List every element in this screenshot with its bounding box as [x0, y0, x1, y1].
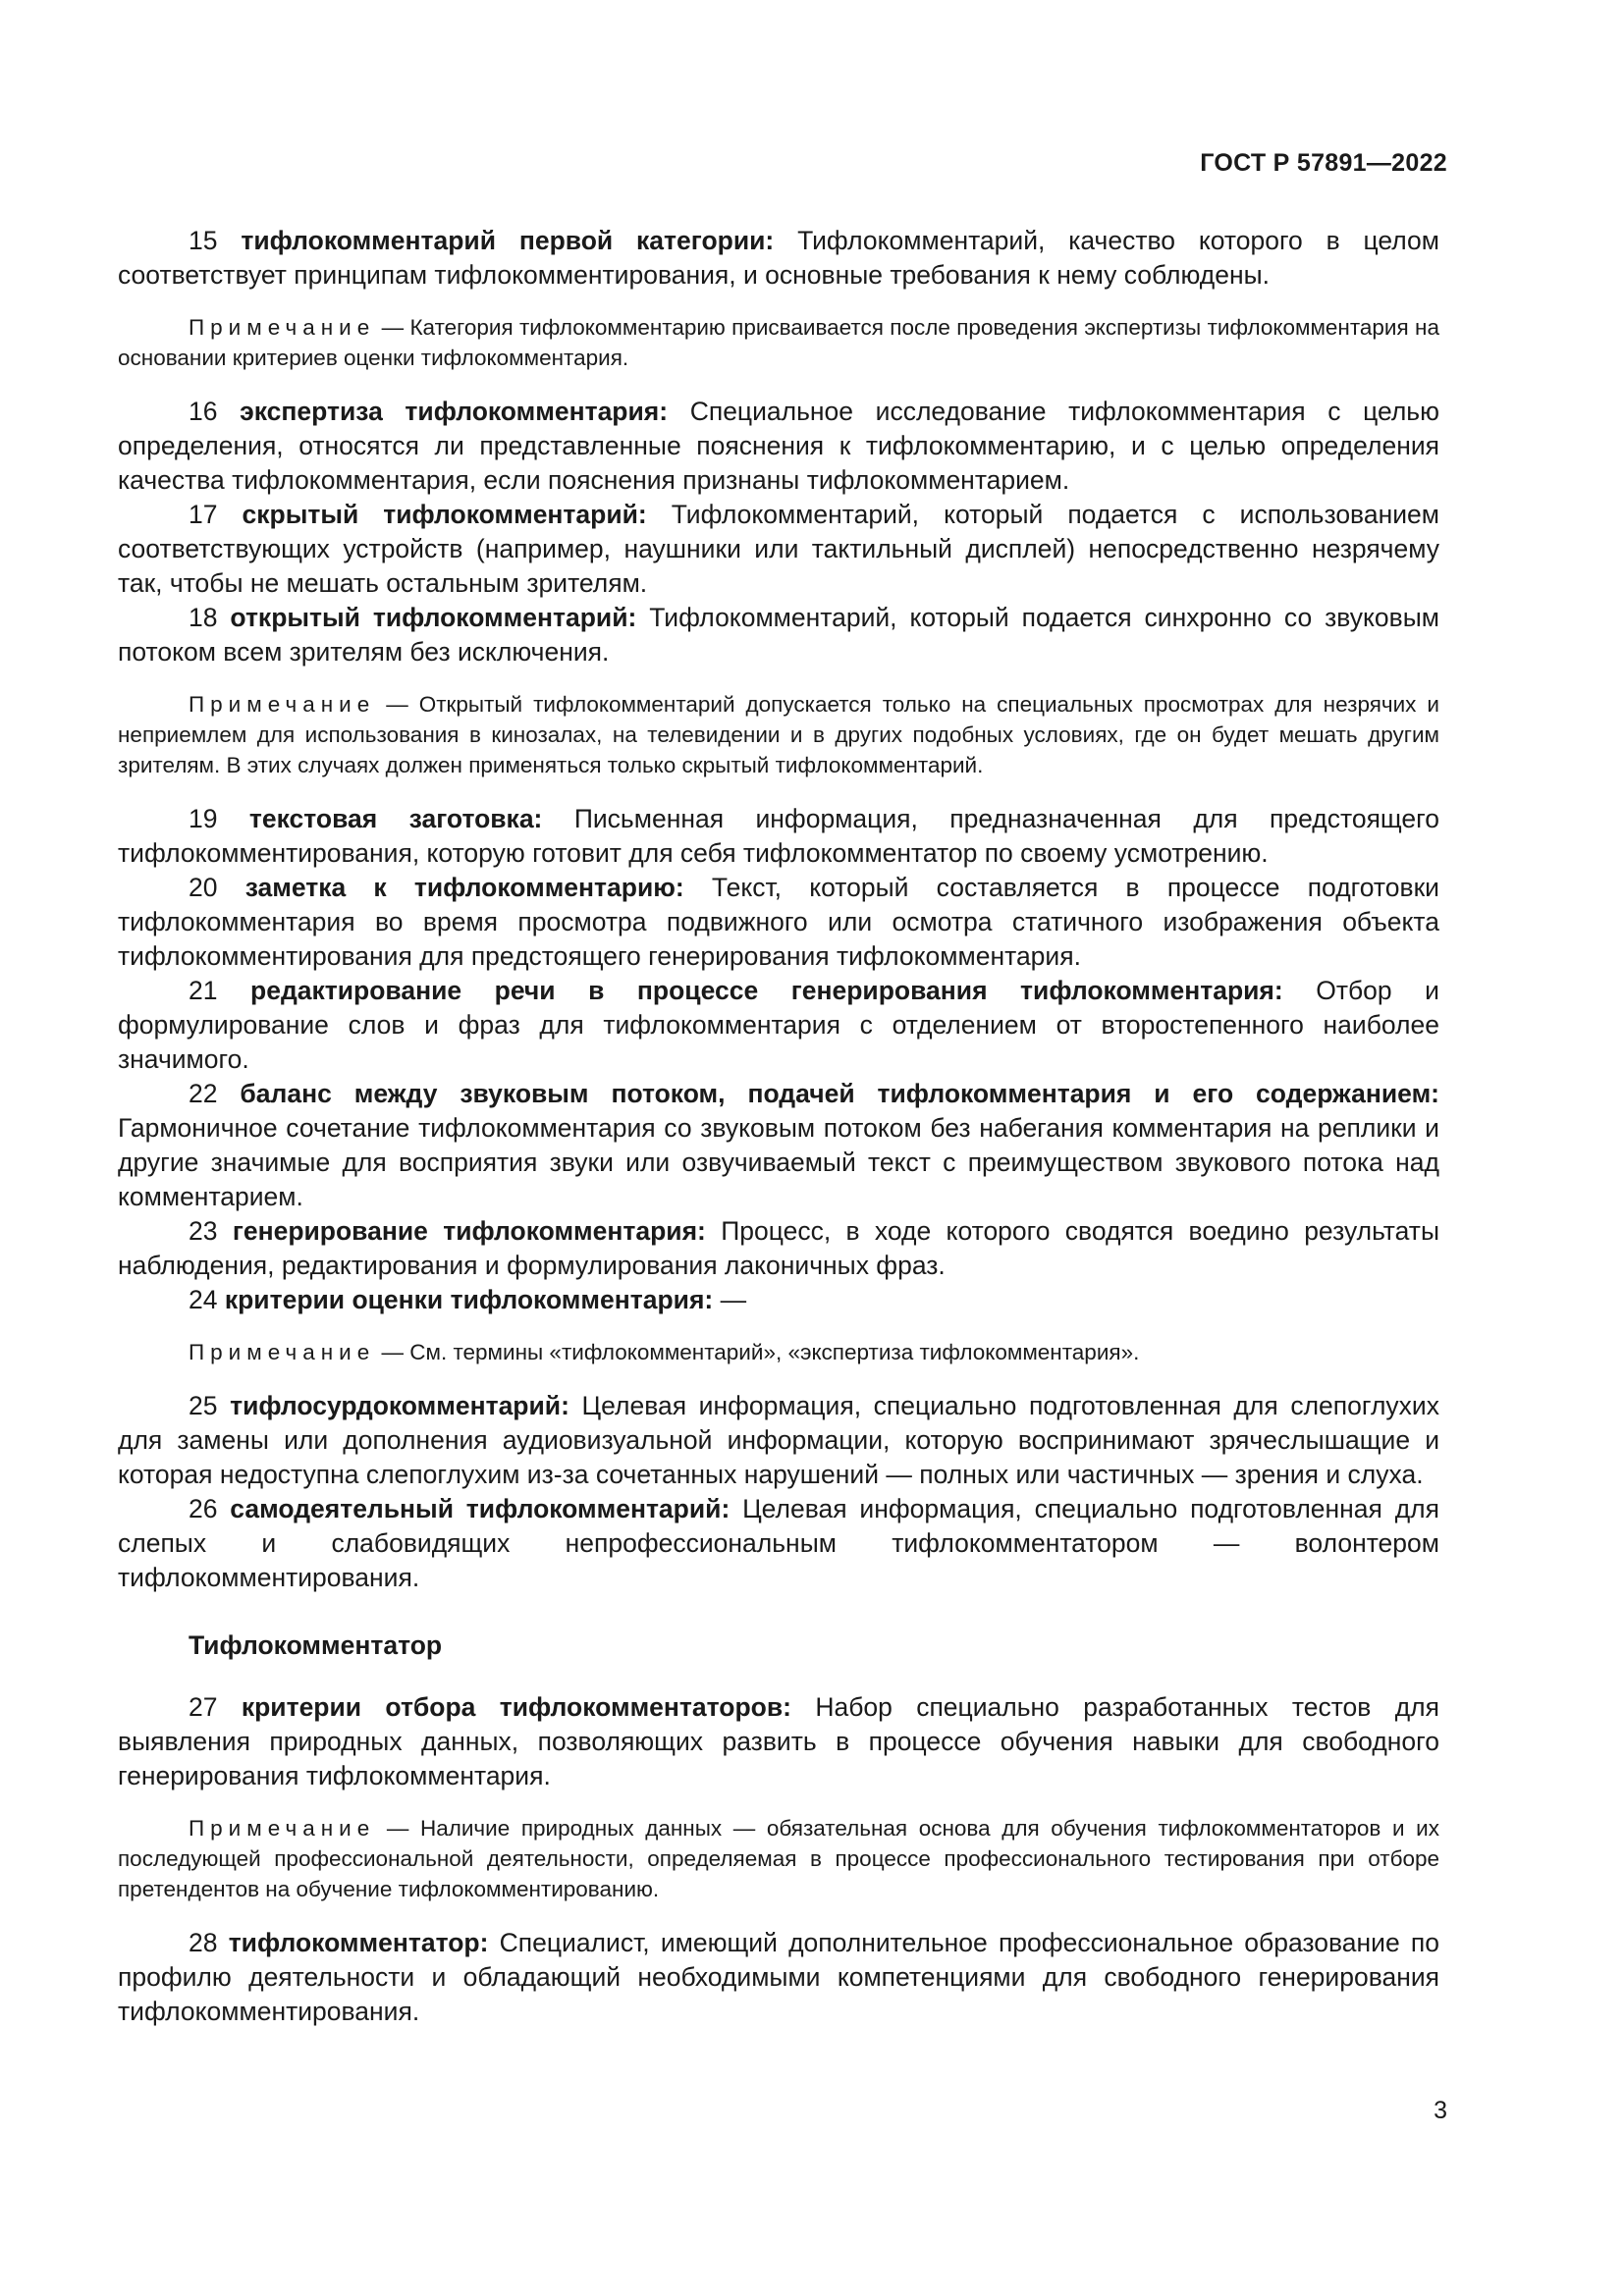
term-definition: Набор специально разработанных тестов для выявления природных данных, позволяющих развить в процессе обучения навыки для свободного генерирования тифлокомментария.: [118, 1692, 1439, 1790]
term-entry-28: [118, 1926, 1439, 2029]
term-number: 17: [189, 500, 218, 529]
note-text: — См. термины «тифлокомментарий», «экспертиза тифлокомментария».: [381, 1340, 1140, 1364]
term-name: заметка к тифлокомментарию:: [244, 873, 684, 902]
note-label: Примечание: [189, 692, 376, 717]
term-number: 20: [189, 873, 218, 902]
term-entry-19: [118, 802, 1439, 871]
term-number: 15: [189, 226, 218, 255]
term-definition: Целевая информация, специально подготовленная для слепоглухих для замены или дополнения аудиовизуальной информации, которую воспринимают зрячеслышащие и которая недоступна слепоглухим из-за сочетанных нарушений — полных или частичных — зрения и слуха.: [118, 1391, 1439, 1489]
term-entry-25: [118, 1389, 1439, 1492]
term-number: 19: [189, 804, 218, 833]
term-name: экспертиза тифлокомментария:: [240, 397, 669, 426]
term-name: текстовая заготовка:: [248, 804, 543, 833]
term-name: самодеятельный тифлокомментарий:: [230, 1494, 731, 1523]
term-name: баланс между звуковым потоком, подачей тифлокомментария и его содержанием:: [240, 1079, 1439, 1108]
term-entry-26: [118, 1492, 1439, 1595]
term-number: 28: [189, 1928, 218, 1957]
document-id-header: ГОСТ Р 57891—2022: [1200, 149, 1447, 177]
term-entry-18: [118, 601, 1439, 669]
term-name: тифлокомментарий первой категории:: [241, 226, 775, 255]
term-definition: Письменная информация, предназначенная для предстоящего тифлокомментирования, которую готовит для себя тифлокомментатор по своему усмотрению.: [118, 804, 1439, 868]
note-label: Примечание: [189, 1340, 376, 1364]
term-number: 16: [189, 397, 218, 426]
term-definition: Текст, который составляется в процессе подготовки тифлокомментария во время просмотра подвижного или осмотра статичного изображения объекта тифлокомментирования для предстоящего генерирования тифлокомментария.: [118, 873, 1439, 971]
term-name: скрытый тифлокомментарий:: [242, 500, 647, 529]
term-name: тифлокомментатор:: [228, 1928, 489, 1957]
term-entry-23: [118, 1214, 1439, 1283]
note-1: Примечание — Категория тифлокомментарию присваивается после проведения экспертизы тифлокомментария на основании критериев оценки тифлокомментария.: [118, 315, 1439, 370]
term-definition: Тифлокомментарий, который подается синхронно со звуковым потоком всем зрителям без исключения.: [118, 603, 1439, 667]
term-definition: Процесс, в ходе которого сводятся воедино результаты наблюдения, редактирования и формулирования лаконичных фраз.: [118, 1216, 1439, 1280]
term-number: 18: [189, 603, 218, 632]
term-definition: Тифлокомментарий, который подается с использованием соответствующих устройств (например, наушники или тактильный дисплей) непосредственно незрячему так, чтобы не мешать остальным зрителям.: [118, 500, 1439, 598]
note-3: [118, 1337, 1439, 1367]
note-4: Примечание — Наличие природных данных — обязательная основа для обучения тифлокомментаторов и их последующей профессиональной деятельности, определяемая в процессе профессионального тестирования при отборе претендентов на обучение тифлокомментированию.: [118, 1816, 1439, 1901]
term-name: тифлосурдокомментарий:: [230, 1391, 569, 1420]
term-name: генерирование тифлокомментария:: [232, 1216, 706, 1246]
note-text: Категория тифлокомментарию присваивается после проведения экспертизы тифлокомментария на основании критериев оценки тифлокомментария.: [118, 315, 1439, 370]
term-entry-15: [118, 224, 1439, 293]
term-definition: Отбор и формулирование слов и фраз для тифлокомментария с отделением от второстепенного наиболее значимого.: [118, 976, 1439, 1074]
term-entry-16: [118, 395, 1439, 498]
term-definition: Специалист, имеющий дополнительное профессиональное образование по профилю деятельности и обладающий необходимыми компетенциями для свободного генерирования тифлокомментирования.: [118, 1928, 1439, 2026]
term-name: открытый тифлокомментарий:: [230, 603, 637, 632]
term-number: 23: [189, 1216, 218, 1246]
term-name: редактирование речи в процессе генерирования тифлокомментария:: [250, 976, 1283, 1005]
note-text: Наличие природных данных — обязательная основа для обучения тифлокомментаторов и их последующей профессиональной деятельности, определяемая в процессе профессионального тестирования при отборе претендентов на обучение тифлокомментированию.: [118, 1816, 1439, 1901]
term-number: 26: [189, 1494, 218, 1523]
term-definition: Целевая информация, специально подготовленная для слепых и слабовидящих непрофессиональным тифлокомментатором — волонтером тифлокомментирования.: [118, 1494, 1439, 1592]
note-text: Открытый тифлокомментарий допускается только на специальных просмотрах для незрячих и неприемлем для использования в кинозалах, на телевидении и в других подобных условиях, где он будет мешать другим зрителям. В этих случаях должен применяться только скрытый тифлокомментарий.: [118, 692, 1439, 777]
page-number: 3: [1434, 2097, 1447, 2124]
term-definition: Тифлокомментарий, качество которого в целом соответствует принципам тифлокомментирования, и основные требования к нему соблюдены.: [118, 226, 1439, 290]
term-number: 22: [189, 1079, 218, 1108]
section-heading: Тифлокомментатор: [189, 1630, 443, 1660]
term-entry-21: [118, 974, 1439, 1077]
term-name: критерии отбора тифлокомментаторов:: [241, 1692, 791, 1722]
term-definition: Специальное исследование тифлокомментария с целью определения, относятся ли представленные пояснения к тифлокомментарию, и с целью определения качества тифлокомментария, если пояснения признаны тифлокомментарием.: [118, 397, 1439, 495]
term-definition: —: [720, 1285, 747, 1314]
note-label: Примечание: [189, 1816, 376, 1841]
term-number: 25: [189, 1391, 218, 1420]
term-number: 27: [189, 1692, 218, 1722]
term-entry-22: [118, 1077, 1439, 1214]
term-entry-17: [118, 498, 1439, 601]
note-2: Примечание — Открытый тифлокомментарий допускается только на специальных просмотрах для незрячих и неприемлем для использования в кинозалах, на телевидении и в других подобных условиях, где он будет мешать другим зрителям. В этих случаях должен применяться только скрытый тифлокомментарий.: [118, 692, 1439, 777]
term-name: критерии оценки тифлокомментария:: [224, 1285, 714, 1314]
term-entry-27: [118, 1690, 1439, 1793]
note-label: Примечание: [189, 315, 376, 340]
term-entry-20: [118, 871, 1439, 974]
term-entry-24: [118, 1283, 1439, 1317]
term-definition: Гармоничное сочетание тифлокомментария со звуковым потоком без набегания комментария на реплики и другие значимые для восприятия звуки или озвучиваемый текст с преимуществом звукового потока над комментарием.: [118, 1113, 1439, 1211]
document-body: [118, 224, 1439, 2029]
term-number: 21: [189, 976, 218, 1005]
term-number: 24: [189, 1285, 218, 1314]
